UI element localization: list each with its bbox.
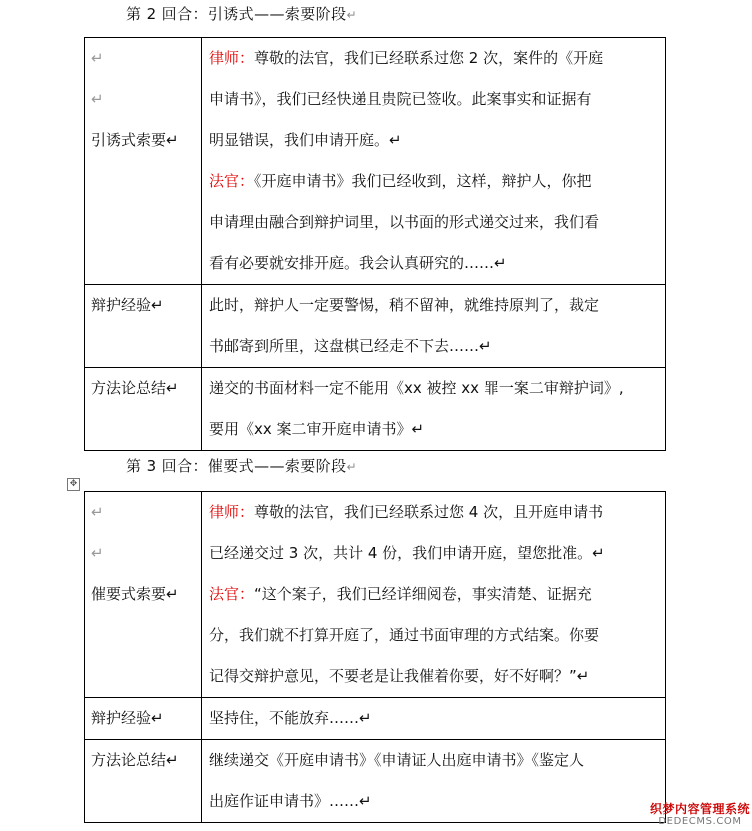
dialogue-line: 法官：《开庭申请书》我们已经收到，这样，辩护人，你把 (209, 172, 592, 190)
round-2-table (84, 37, 666, 451)
round-2-row-1-dialogue (202, 38, 666, 285)
table-row (85, 285, 666, 368)
round-2-heading: 第 2 回合：引诱式——索要阶段↵ (126, 5, 357, 23)
lawyer-role-label: 律师： (209, 503, 255, 521)
site-watermark (650, 802, 750, 828)
content-line: 此时，辩护人一定要警惕，稍不留神，就维持原判了，裁定 (209, 296, 600, 314)
return-mark: ↵ (91, 90, 104, 108)
round-3-row-3-content (202, 740, 666, 823)
round-2-row-3-content (202, 368, 666, 451)
table-row (85, 740, 666, 823)
dialogue-line: 申请理由融合到辩护词里，以书面的形式递交过来，我们看 (209, 213, 600, 231)
judge-role-label: 法官： (209, 172, 255, 190)
dialogue-line: 律师：尊敬的法官，我们已经联系过您 4 次，且开庭申请书 (209, 503, 604, 521)
content-line: 坚持住，不能放弃……↵ (209, 709, 372, 727)
content-line: 出庭作证申请书》……↵ (209, 792, 372, 810)
table-row (85, 368, 666, 451)
judge-role-label: 法官： (209, 585, 255, 603)
round-2-row-2-content (202, 285, 666, 368)
lawyer-role-label: 律师： (209, 49, 255, 67)
return-mark: ↵ (91, 544, 104, 562)
dialogue-line: 分，我们就不打算开庭了，通过书面审理的方式结案。你要 (209, 626, 600, 644)
round-3-table (84, 491, 666, 823)
row-label-text: 方法论总结↵ (91, 379, 179, 397)
dialogue-line: 法官：“这个案子，我们已经详细阅卷，事实清楚、证据充 (209, 585, 592, 603)
row-label-text: 辩护经验↵ (91, 709, 164, 727)
content-line: 要用《xx 案二审开庭申请书》↵ (209, 420, 425, 438)
dialogue-line: 律师：尊敬的法官，我们已经联系过您 2 次，案件的《开庭 (209, 49, 604, 67)
row-label-text: 辩护经验↵ (91, 296, 164, 314)
table-row (85, 38, 666, 285)
content-line: 继续递交《开庭申请书》《申请证人出庭申请书》《鉴定人 (209, 751, 585, 769)
content-line: 书邮寄到所里，这盘棋已经走不下去……↵ (209, 337, 492, 355)
row-label-text: 催要式索要↵ (91, 585, 179, 603)
round-3-row-1-dialogue (202, 492, 666, 698)
table-row (85, 492, 666, 698)
round-2-row-1-label (85, 38, 202, 285)
round-3-row-3-label (85, 740, 202, 823)
table-row (85, 698, 666, 740)
return-mark: ↵ (91, 503, 104, 521)
round-3-row-1-label (85, 492, 202, 698)
round-2-row-2-label (85, 285, 202, 368)
watermark-cn-text: 织梦内容管理系统 (649, 802, 750, 816)
content-line: 递交的书面材料一定不能用《xx 被控 xx 罪一案二审辩护词》, (209, 379, 624, 397)
dialogue-line: 明显错误，我们申请开庭。↵ (209, 131, 402, 149)
watermark-en-text: DEDECMS.COM (658, 816, 742, 827)
row-label-text: 方法论总结↵ (91, 751, 179, 769)
round-3-heading: 第 3 回合：催要式——索要阶段↵ (126, 457, 357, 475)
round-3-row-2-label (85, 698, 202, 740)
dialogue-line: 记得交辩护意见，不要老是让我催着你要，好不好啊？”↵ (209, 667, 590, 685)
dialogue-line: 看有必要就安排开庭。我会认真研究的……↵ (209, 254, 507, 272)
move-anchor-icon[interactable]: ✥ (67, 478, 80, 491)
round-2-row-3-label (85, 368, 202, 451)
row-label-text: 引诱式索要↵ (91, 131, 179, 149)
round-3-row-2-content (202, 698, 666, 740)
dialogue-line: 申请书》，我们已经快递且贵院已签收。此案事实和证据有 (209, 90, 592, 108)
dialogue-line: 已经递交过 3 次，共计 4 份，我们申请开庭，望您批准。↵ (209, 544, 605, 562)
return-mark: ↵ (91, 49, 104, 67)
